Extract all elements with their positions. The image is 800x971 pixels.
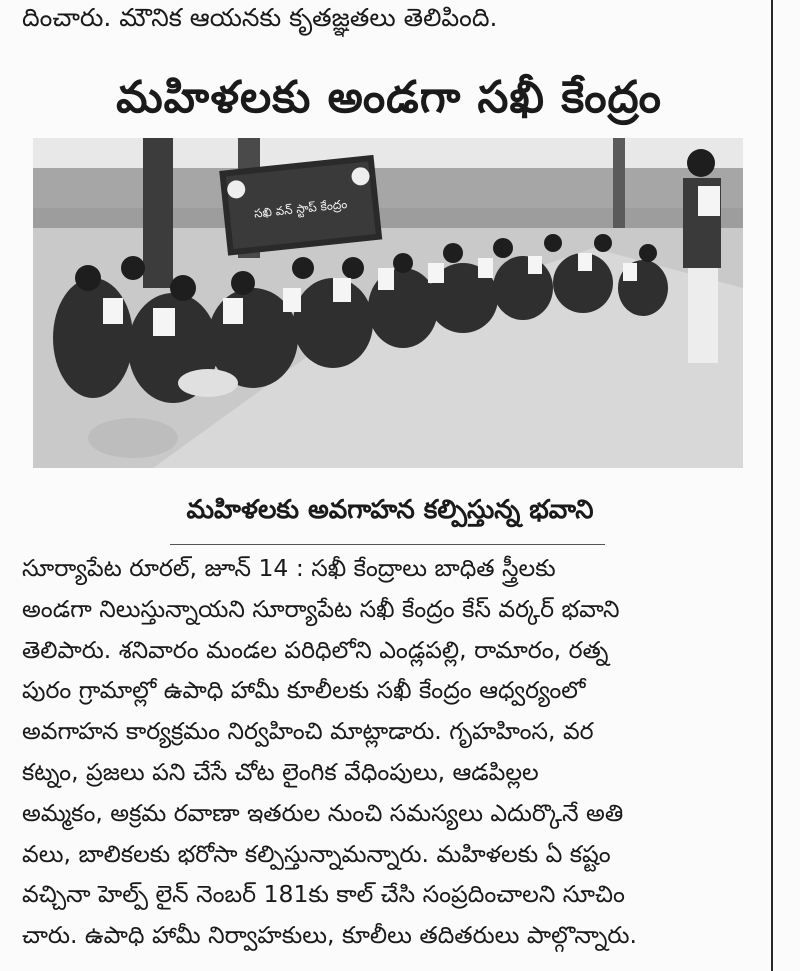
article-body [22, 548, 762, 956]
body-line: కట్నం, ప్రజలు పని చేసే చోట లైంగిక వేధింపులు, ఆడపిల్లల [22, 757, 539, 786]
body-line: వలు, బాలికలకు భరోసా కల్పిస్తున్నామన్నారు. మహిళలకు ఏ కష్టం [22, 839, 611, 868]
news-photo [33, 138, 743, 468]
article-headline: మహిళలకు అండగా సఖీ కేంద్రం [116, 72, 662, 123]
body-line: అండగా నిలుస్తున్నాయని సూర్యాపేట సఖీ కేంద్రం కేస్ వర్కర్ భవాని [22, 594, 620, 623]
body-line: చారు. ఉపాధి హామీ నిర్వాహకులు, కూలీలు తదితరులు పాల్గొన్నారు. [22, 921, 637, 950]
body-line: అమ్మకం, అక్రమ రవాణా ఇతరుల నుంచి సమస్యలు ఎదుర్కొనే అతి [22, 798, 624, 827]
body-line: వచ్చినా హెల్ప్ లైన్ నెంబర్ 181కు కాల్ చేసి సంప్రదించాలని సూచిం [22, 880, 625, 909]
photo-banner-text: సఖి వన్ స్టాప్ కేంద్రం [253, 196, 348, 221]
photo-illustration [33, 138, 743, 468]
caption-divider [170, 544, 605, 545]
column-divider [771, 0, 773, 971]
previous-article-last-line: దించారు. మౌనిక ఆయనకు కృతజ్ఞతలు తెలిపింది. [22, 3, 498, 32]
body-line: అవగాహన కార్యక్రమం నిర్వహించి మాట్లాడారు. గృహహింస, వర [22, 717, 594, 746]
photo-caption: మహిళలకు అవగాహన కల్పిస్తున్న భవాని [186, 495, 594, 525]
body-line: తెలిపారు. శనివారం మండల పరిధిలోని ఎండ్లపల్లి, రామారం, రత్న [22, 635, 609, 664]
body-line: సూర్యాపేట రూరల్, జూన్ 14 : సఖీ కేంద్రాలు బాధిత స్త్రీలకు [22, 554, 556, 582]
body-line: పురం గ్రామాల్లో ఉపాధి హామీ కూలీలకు సఖీ కేంద్రం ఆధ్వర్యంలో [22, 676, 586, 705]
